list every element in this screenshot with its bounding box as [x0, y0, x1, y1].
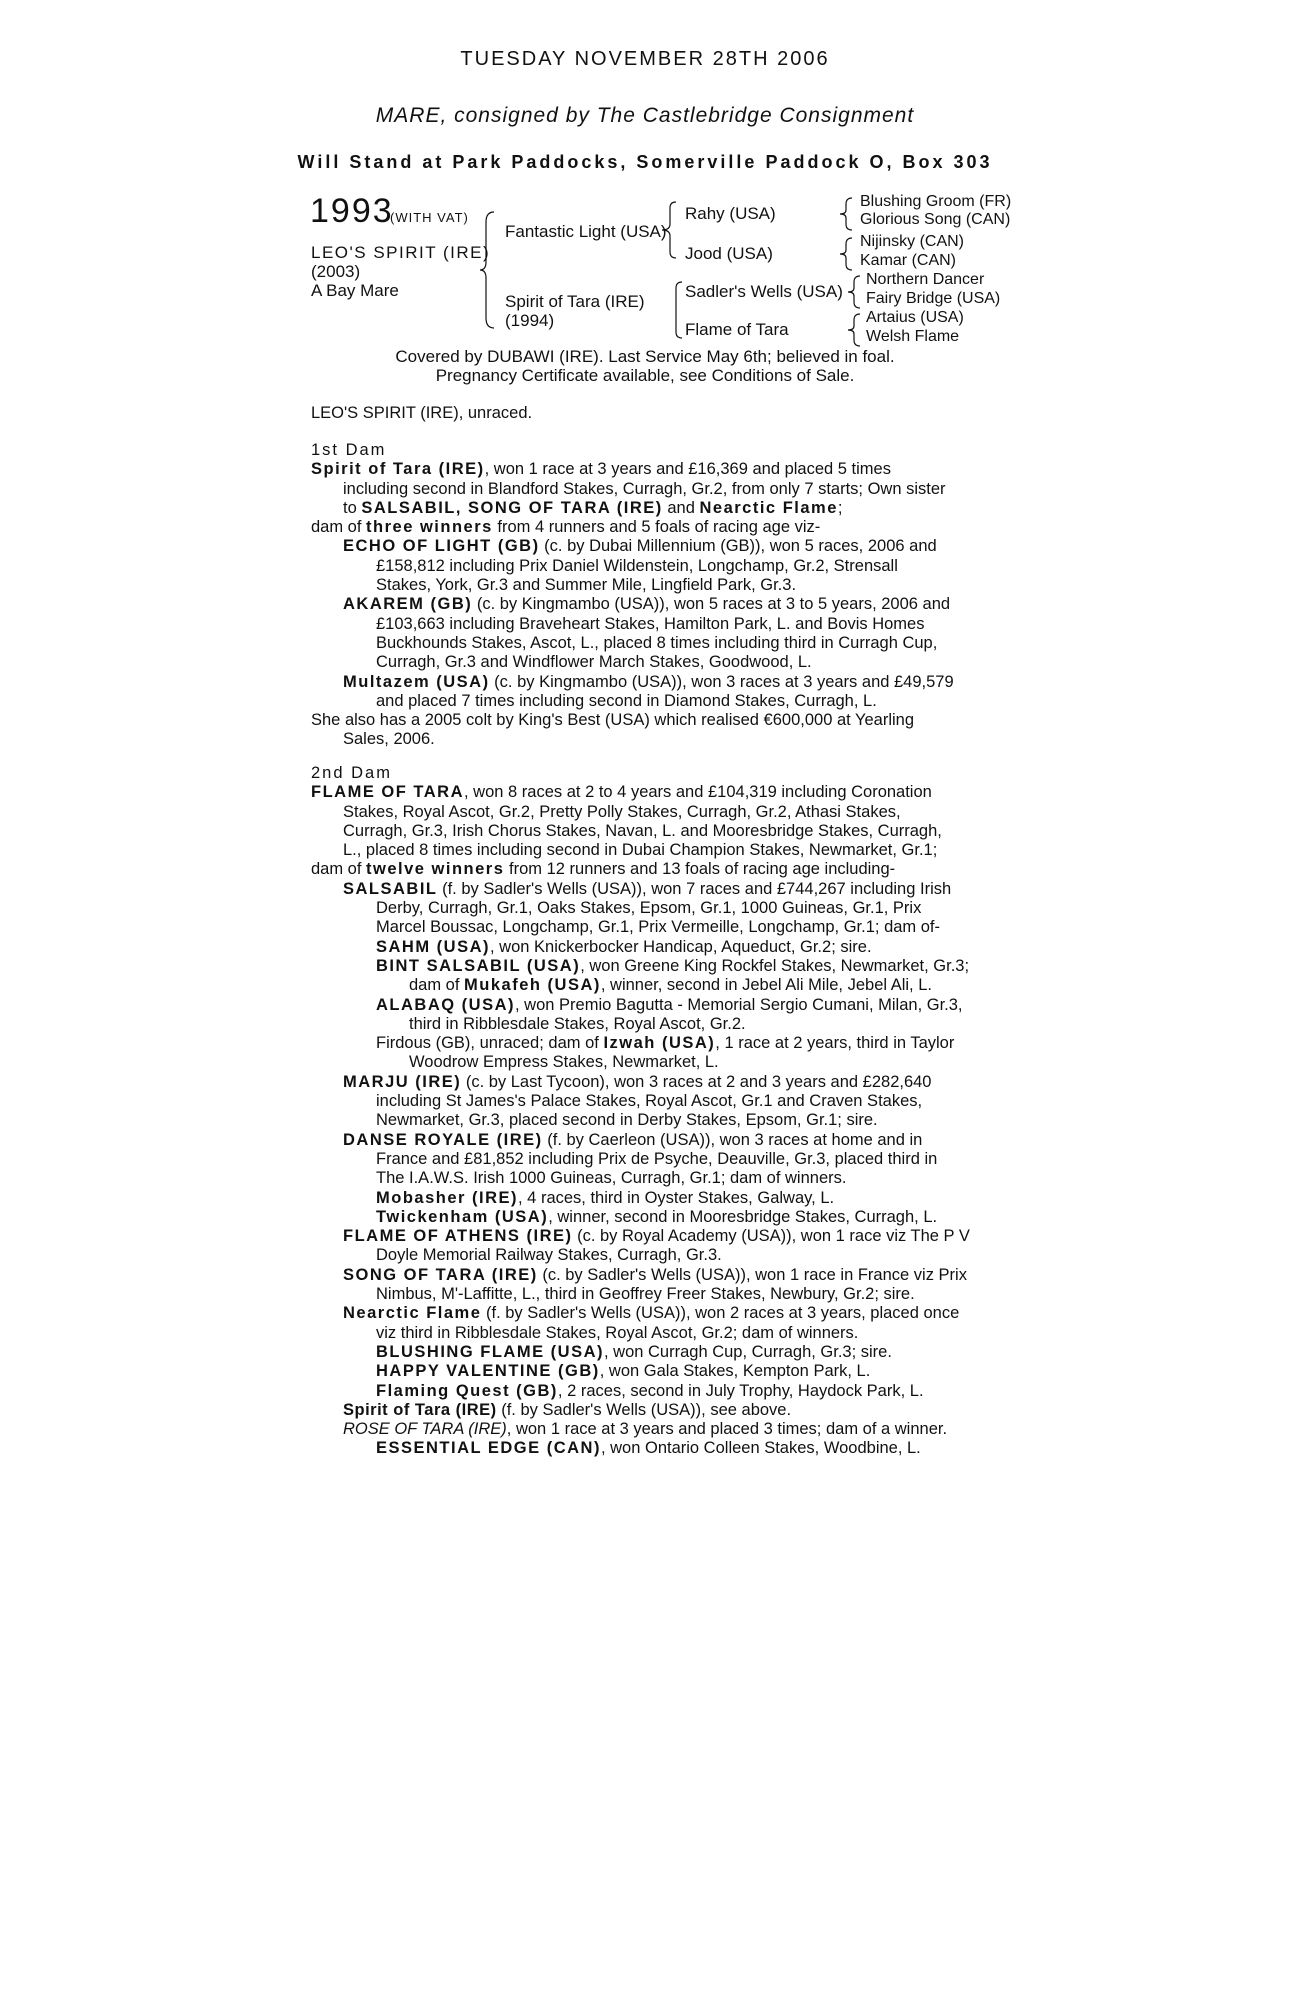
text: from 12 runners and 13 foals of racing age including- — [504, 860, 896, 879]
text: dam of — [409, 976, 465, 995]
race-record: Woodrow Empress Stakes, Newmarket, L. — [409, 1053, 719, 1072]
pedigree-brace — [838, 236, 854, 272]
horse-name: Spirit of Tara (IRE) — [343, 1400, 497, 1419]
sire-dam-sire: Nijinsky (CAN) — [860, 233, 964, 250]
race-record: Curragh, Gr.3, Irish Chorus Stakes, Navan, L. and Mooresbridge Stakes, Curragh, — [343, 821, 942, 840]
pedigree-brace — [846, 274, 862, 310]
horse-name: SALSABIL — [343, 879, 438, 898]
race-record: The I.A.W.S. Irish 1000 Guineas, Curragh, Gr.1; dam of winners. — [376, 1169, 847, 1188]
race-record: , 2 races, second in July Trophy, Haydock Park, L. — [557, 1381, 924, 1400]
lot-number: 1993 — [310, 192, 394, 230]
horse-name: Izwah (USA) — [603, 1034, 716, 1053]
horse-name: DANSE ROYALE (IRE) — [343, 1130, 543, 1149]
race-record: Derby, Curragh, Gr.1, Oaks Stakes, Epsom, Gr.1, 1000 Guineas, Gr.1, Prix — [376, 899, 922, 918]
text: dam of — [311, 860, 367, 879]
horse-name: MARJU (IRE) — [343, 1072, 462, 1091]
sire-dam-dam: Kamar (CAN) — [860, 252, 957, 269]
race-record: Nimbus, M'-Laffitte, L., third in Geoffrey Freer Stakes, Newbury, Gr.2; sire. — [376, 1285, 915, 1304]
dam: Spirit of Tara (IRE) — [505, 292, 645, 311]
horse-name: Spirit of Tara (IRE) — [311, 460, 485, 479]
race-record: £103,663 including Braveheart Stakes, Hamilton Park, L. and Bovis Homes — [376, 614, 925, 633]
text: ; — [837, 498, 843, 517]
dam-sire-dam: Fairy Bridge (USA) — [866, 290, 1001, 307]
horse-name: Nearctic Flame — [699, 498, 838, 517]
horse-name: ROSE OF TARA (IRE) — [343, 1420, 507, 1439]
horse-name: Mukafeh (USA) — [464, 976, 601, 995]
race-record: £158,812 including Prix Daniel Wildenstein, Longchamp, Gr.2, Strensall — [376, 556, 898, 575]
race-record: France and £81,852 including Prix de Psyche, Deauville, Gr.3, placed third in — [376, 1149, 938, 1168]
horse-name: BINT SALSABIL (USA) — [376, 956, 581, 975]
horse-name: Nearctic Flame — [343, 1304, 482, 1323]
sire-sire-dam: Glorious Song (CAN) — [860, 211, 1011, 228]
race-record: (c. by Sadler's Wells (USA)), won 1 race in France viz Prix — [537, 1265, 967, 1284]
race-record: (c. by Kingmambo (USA)), won 3 races at 3 years and £49,579 — [489, 672, 954, 691]
race-record: (c. by Last Tycoon), won 3 races at 2 and 3 years and £282,640 — [461, 1072, 932, 1091]
race-record: Newmarket, Gr.3, placed second in Derby Stakes, Epsom, Gr.1; sire. — [376, 1111, 878, 1130]
pedigree-brace — [838, 196, 854, 232]
race-record: (f. by Sadler's Wells (USA)), won 2 races at 3 years, placed once — [481, 1304, 960, 1323]
race-record: (c. by Dubai Millennium (GB)), won 5 races, 2006 and — [539, 537, 937, 556]
race-record: , 4 races, third in Oyster Stakes, Galway, L. — [518, 1188, 835, 1207]
vat-note: (WITH VAT) — [390, 210, 469, 225]
first-dam-section — [311, 441, 954, 750]
race-record: viz third in Ribblesdale Stakes, Royal Ascot, Gr.2; dam of winners. — [376, 1323, 859, 1342]
horse-name: HAPPY VALENTINE (GB) — [376, 1362, 600, 1381]
race-record: (f. by Sadler's Wells (USA)), won 7 races and £744,267 including Irish — [437, 879, 952, 898]
winners-count: twelve winners — [366, 860, 505, 879]
text: dam of — [311, 518, 367, 537]
horse-name: Flaming Quest (GB) — [376, 1381, 558, 1400]
text: Firdous (GB), unraced; dam of — [376, 1034, 604, 1053]
consignment-line: MARE, consigned by The Castlebridge Consignment — [375, 104, 915, 127]
race-record: Stakes, York, Gr.3 and Summer Mile, Lingfield Park, Gr.3. — [376, 576, 797, 595]
horse-name: FLAME OF TARA — [311, 783, 465, 802]
dam-dam-sire: Artaius (USA) — [866, 309, 964, 326]
race-record: (c. by Royal Academy (USA)), won 1 race viz The P V — [572, 1227, 970, 1246]
race-record: including second in Blandford Stakes, Curragh, Gr.2, from only 7 starts; Own sister — [343, 479, 946, 498]
horse-name: Mobasher (IRE) — [376, 1188, 519, 1207]
race-record: Doyle Memorial Railway Stakes, Curragh, Gr.3. — [376, 1246, 722, 1265]
race-record: Curragh, Gr.3 and Windflower March Stakes, Goodwood, L. — [376, 653, 812, 672]
horse-name: LEO'S SPIRIT (IRE) — [311, 243, 491, 262]
horse-name: SALSABIL, SONG OF TARA (IRE) — [361, 498, 663, 517]
unraced-note: LEO'S SPIRIT (IRE), unraced. — [311, 404, 533, 422]
horse-name: ALABAQ (USA) — [376, 995, 515, 1014]
horse-name: BLUSHING FLAME (USA) — [376, 1342, 604, 1361]
second-dam-heading: 2nd Dam — [311, 764, 392, 782]
race-record: , won Premio Bagutta - Memorial Sergio Cumani, Milan, Gr.3, — [515, 995, 963, 1014]
produce-note: She also has a 2005 colt by King's Best (USA) which realised €600,000 at Yearling — [311, 711, 915, 730]
pedigree-brace — [478, 210, 498, 330]
text: and — [662, 498, 700, 517]
dam-sire: Sadler's Wells (USA) — [685, 282, 843, 301]
sire: Fantastic Light (USA) — [505, 222, 667, 241]
race-record: , won Gala Stakes, Kempton Park, L. — [599, 1362, 871, 1381]
horse-name: Multazem (USA) — [343, 672, 490, 691]
horse-name: SONG OF TARA (IRE) — [343, 1265, 538, 1284]
pedigree-brace — [670, 280, 684, 340]
race-record: , won Ontario Colleen Stakes, Woodbine, L. — [600, 1439, 921, 1458]
race-record: Marcel Boussac, Longchamp, Gr.1, Prix Vermeille, Longchamp, Gr.1; dam of- — [376, 918, 941, 937]
race-record: , won 1 race at 3 years and £16,369 and placed 5 times — [484, 460, 891, 479]
dam-dam: Flame of Tara — [685, 320, 789, 339]
horse-description: A Bay Mare — [311, 281, 399, 300]
sire-dam: Jood (USA) — [685, 244, 773, 263]
text: from 4 runners and 5 foals of racing age viz- — [492, 518, 821, 537]
sire-sire-sire: Blushing Groom (FR) — [860, 193, 1012, 210]
first-dam-heading: 1st Dam — [311, 441, 387, 459]
dam-sire-sire: Northern Dancer — [866, 271, 985, 288]
race-record: , winner, second in Mooresbridge Stakes, Curragh, L. — [548, 1207, 938, 1226]
race-record: including St James's Palace Stakes, Royal Ascot, Gr.1 and Craven Stakes, — [376, 1092, 923, 1111]
dam-foaled: (1994) — [505, 311, 555, 330]
horse-name: FLAME OF ATHENS (IRE) — [343, 1227, 573, 1246]
race-record: Stakes, Royal Ascot, Gr.2, Pretty Polly Stakes, Curragh, Gr.2, Athasi Stakes, — [343, 802, 901, 821]
dam-dam-dam: Welsh Flame — [866, 328, 960, 345]
stand-location: Will Stand at Park Paddocks, Somerville Paddock O, Box 303 — [297, 152, 993, 172]
race-record: and placed 7 times including second in Diamond Stakes, Curragh, L. — [376, 691, 877, 710]
foaled-year: (2003) — [311, 262, 361, 281]
race-record: , won 8 races at 2 to 4 years and £104,319 including Coronation — [464, 783, 932, 802]
race-record: , won 1 race at 3 years and placed 3 times; dam of a winner. — [506, 1420, 948, 1439]
pregnancy-note: Pregnancy Certificate available, see Conditions of Sale. — [435, 366, 855, 385]
race-record: L., placed 8 times including second in Dubai Champion Stakes, Newmarket, Gr.1; — [343, 841, 938, 860]
race-record: (f. by Sadler's Wells (USA)), see above. — [496, 1400, 792, 1419]
horse-name: ESSENTIAL EDGE (CAN) — [376, 1439, 601, 1458]
race-record: Buckhounds Stakes, Ascot, L., placed 8 times including third in Curragh Cup, — [376, 633, 938, 652]
race-record: , won Greene King Rockfel Stakes, Newmarket, Gr.3; — [580, 956, 970, 975]
race-record: (c. by Kingmambo (USA)), won 5 races at 3 to 5 years, 2006 and — [472, 595, 951, 614]
race-record: , won Curragh Cup, Curragh, Gr.3; sire. — [603, 1342, 892, 1361]
sire-sire: Rahy (USA) — [685, 204, 776, 223]
race-record: , won Knickerbocker Handicap, Aqueduct, Gr.2; sire. — [490, 937, 872, 956]
produce-note: Sales, 2006. — [343, 730, 435, 749]
race-record: , 1 race at 2 years, third in Taylor — [715, 1034, 955, 1053]
sale-date: TUESDAY NOVEMBER 28TH 2006 — [460, 48, 830, 70]
winners-count: three winners — [366, 518, 493, 537]
covered-note: Covered by DUBAWI (IRE). Last Service May 6th; believed in foal. — [395, 347, 895, 366]
horse-name: ECHO OF LIGHT (GB) — [343, 537, 540, 556]
race-record: third in Ribblesdale Stakes, Royal Ascot, Gr.2. — [409, 1014, 746, 1033]
second-dam-section — [311, 764, 970, 1459]
horse-name: Twickenham (USA) — [376, 1207, 549, 1226]
race-record: , winner, second in Jebel Ali Mile, Jebel Ali, L. — [600, 976, 932, 995]
pedigree-brace — [846, 312, 862, 348]
horse-name: AKAREM (GB) — [343, 595, 473, 614]
pedigree-brace — [660, 200, 680, 260]
text: to — [343, 498, 362, 517]
horse-name: SAHM (USA) — [376, 937, 490, 956]
race-record: (f. by Caerleon (USA)), won 3 races at home and in — [542, 1130, 923, 1149]
